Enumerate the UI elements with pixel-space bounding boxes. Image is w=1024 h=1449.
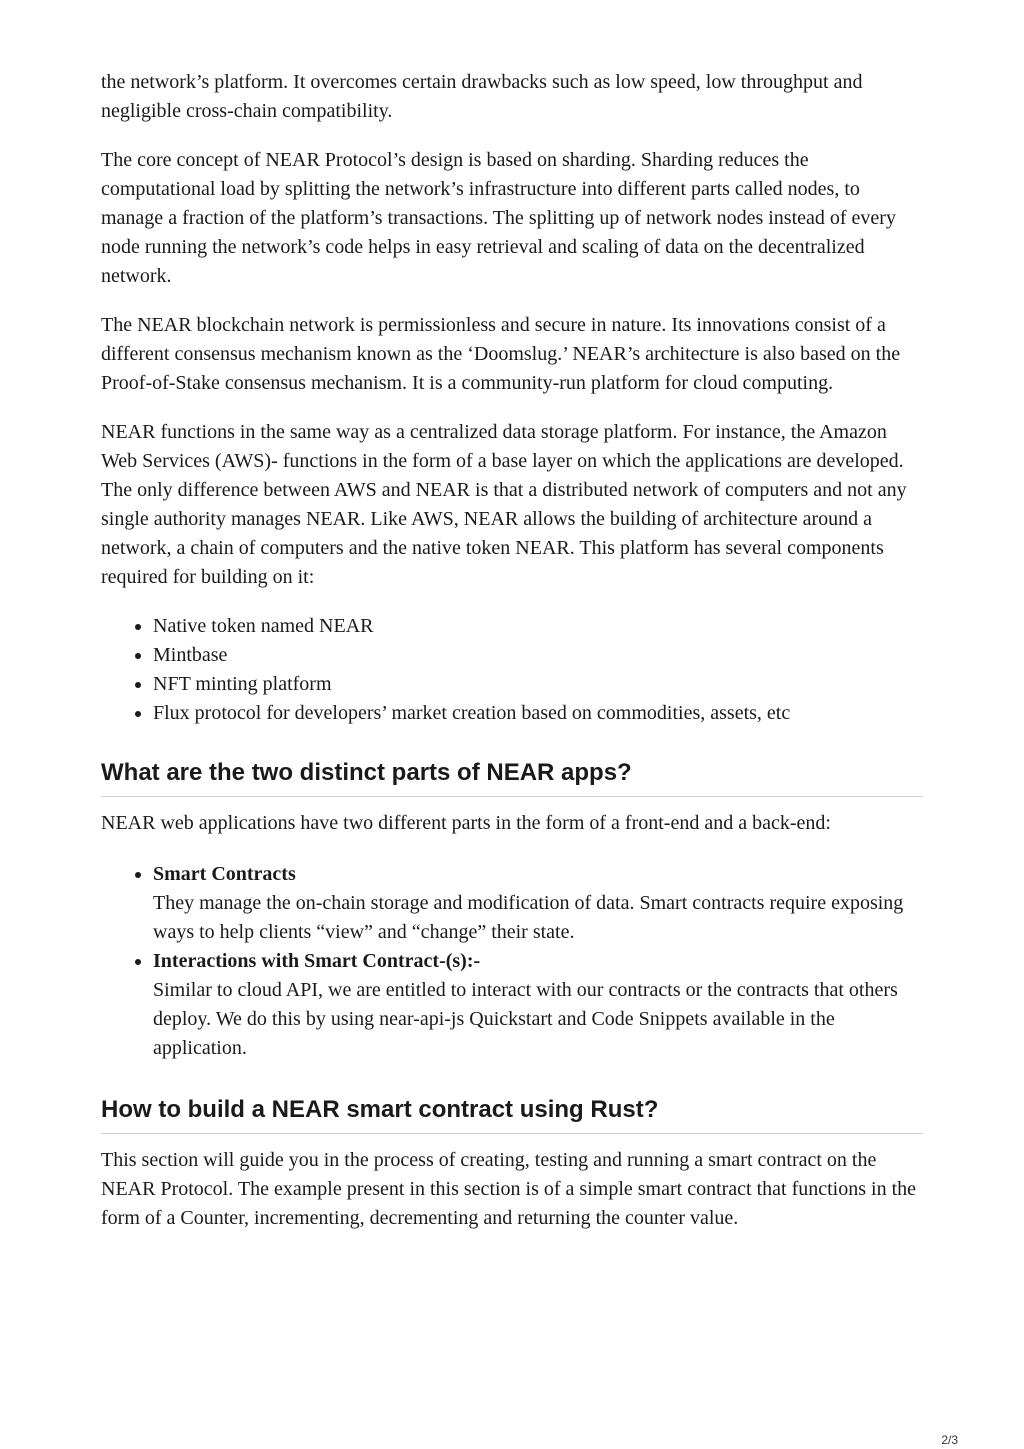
paragraph-permissionless: The NEAR blockchain network is permissionless and secure in nature. Its innovations consist of a different consensus mechanism known as the ‘Doomslug.’ NEAR’s architecture is also based on the Proof-of-Stake consensus mechanism. It is a community-run platform for cloud computing. (101, 314, 901, 394)
list-item-description: Similar to cloud API, we are entitled to interact with our contracts or the contracts that others deploy. We do this by using near-api-js Quickstart and Code Snippets available in the application. (153, 979, 898, 1059)
paragraph-two-parts: NEAR web applications have two different parts in the form of a front-end and a back-end: (101, 812, 831, 834)
list-item: • NFT minting platform (153, 670, 923, 699)
paragraph-intro-continuation: the network’s platform. It overcomes certain drawbacks such as low speed, low throughput and negligible cross-chain compatibility. (101, 71, 863, 122)
paragraph-aws-comparison: NEAR functions in the same way as a centralized data storage platform. For instance, the Amazon Web Services (AWS)- functions in the form of a base layer on which the applications are developed. The only difference between AWS and NEAR is that a distributed network of computers and not any single authority manages NEAR. Like AWS, NEAR allows the building of architecture around a network, a chain of computers and the native token NEAR. This platform has several components required for building on it: (101, 421, 907, 588)
list-item-title: • Interactions with Smart Contract-(s):- (153, 950, 481, 972)
section-heading-rust: How to build a NEAR smart contract using Rust? (101, 1095, 923, 1134)
page-number: 2/3 (941, 1433, 958, 1447)
section-heading-two-parts: What are the two distinct parts of NEAR apps? (101, 758, 923, 797)
parts-list (101, 860, 923, 1063)
list-item: • Flux protocol for developers’ market creation based on commodities, assets, etc (153, 699, 923, 728)
list-item-title: • Smart Contracts (153, 863, 296, 885)
list-item: • Mintbase (153, 641, 923, 670)
list-item-description: They manage the on-chain storage and modification of data. Smart contracts require exposing ways to help clients “view” and “change” their state. (153, 892, 904, 943)
document-body (101, 68, 923, 1253)
list-item (153, 860, 923, 947)
list-item (153, 947, 923, 1063)
paragraph-sharding: The core concept of NEAR Protocol’s design is based on sharding. Sharding reduces the computational load by splitting the network’s infrastructure into different parts called nodes, to manage a fraction of the platform’s transactions. The splitting up of network nodes instead of every node running the network’s code helps in easy retrieval and scaling of data on the decentralized network. (101, 149, 896, 287)
paragraph-rust-guide: This section will guide you in the process of creating, testing and running a smart contract on the NEAR Protocol. The example present in this section is of a simple smart contract that functions in the form of a Counter, incrementing, decrementing and returning the counter value. (101, 1149, 917, 1229)
list-item: • Native token named NEAR (153, 612, 923, 641)
components-list (101, 612, 923, 728)
